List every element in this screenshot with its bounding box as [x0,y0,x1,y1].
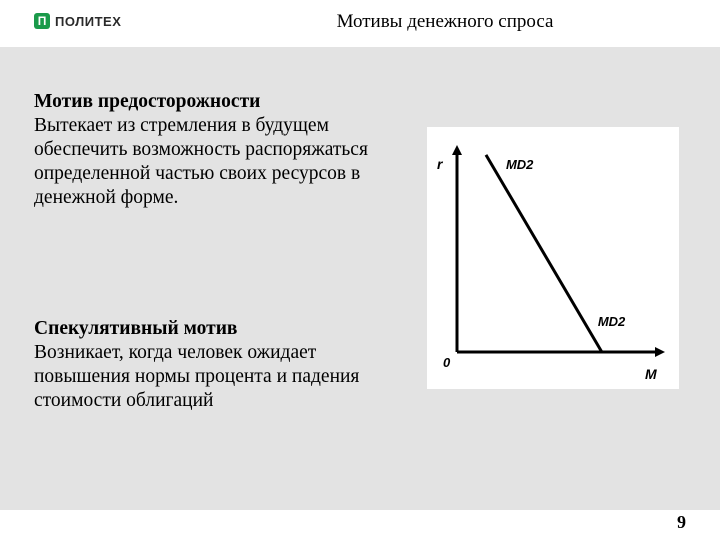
origin-label: 0 [443,355,451,370]
speculative-motive-text: Возникает, когда человек ожидает повышения нормы процента и падения стоимости облигаций [34,342,360,411]
annotation-md2-bottom: MD2 [597,314,626,329]
annotation-md2-top: MD2 [505,156,534,172]
x-axis-label: M [645,366,657,382]
speculative-motive-title: Спекулятивный мотив [34,318,238,339]
chart-svg [427,127,679,389]
y-axis-label: r [437,156,443,172]
x-axis-arrow-icon [655,347,665,357]
precaution-motive-text: Вытекает из стремления в будущем обеспечить возможность распоряжаться определенной частью своих ресурсов в денежной форме. [34,115,368,208]
logo-mark-icon: П [34,13,50,29]
precaution-motive-block [34,90,409,210]
precaution-motive-title: Мотив предосторожности [34,91,261,112]
speculative-motive-block [34,317,409,413]
slide-footer [0,510,720,540]
politech-logo [34,13,121,29]
slide-content [0,47,720,510]
slide-header [0,0,720,46]
slide-title: Мотивы денежного спроса [336,11,554,32]
series-line-0 [486,155,602,352]
money-demand-chart [427,127,679,389]
y-axis-arrow-icon [452,145,462,155]
page-number: 9 [677,512,686,532]
logo-text: ПОЛИТЕХ [55,13,122,29]
